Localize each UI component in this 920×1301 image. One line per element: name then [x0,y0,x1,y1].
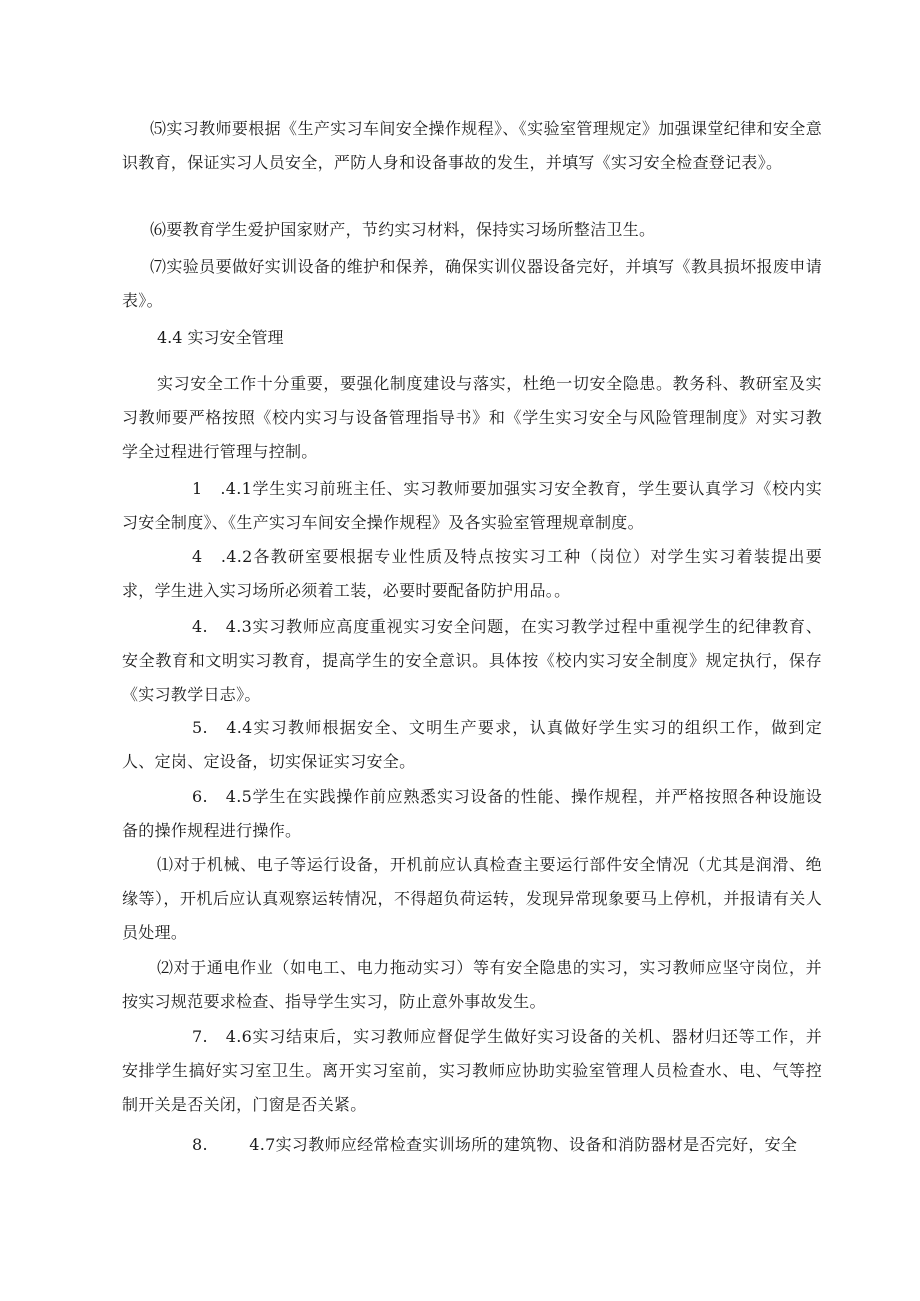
item-text: 实习教师应高度重视实习安全问题，在实习教学过程中重视学生的纪律教育、安全教育和文明实习教育，提高学生的安全意识。具体按《校内实习安全制度》规定执行，保存《实习教学日志》。 [122,617,823,704]
item-text: 各教研室要根据专业性质及特点按实习工种（岗位）对学生实习着装提出要求，学生进入实习场所必须着工装，必要时要配备防护用品。。 [122,547,822,600]
item-subnumber: 4.4 [226,718,253,737]
item-subnumber: .4.1 [220,479,253,498]
intro-paragraph: 实习安全工作十分重要，要强化制度建设与落实，杜绝一切安全隐患。教务科、教研室及实习教师要严格按照《校内实习与设备管理指导书》和《学生实习安全与风险管理制度》对实习教学全过程进行管理与控制。 [122,374,822,461]
item-subnumber: 4.6 [225,1027,253,1046]
list-item [122,540,822,608]
item-number: 1 [192,479,203,498]
item-text: 实习教师应经常检查实训场所的建筑物、设备和消防器材是否完好，安全 [275,1135,798,1154]
item-number: 8. [192,1135,208,1154]
item-text: 实习结束后，实习教师应督促学生做好实习设备的关机、器材归还等工作，并安排学生搞好实习室卫生。离开实习室前，实习教师应协助实验室管理人员检查水、电、气等控制开关是否关闭，门窗是否关紧。 [122,1027,823,1114]
item-number: 4. [192,617,208,636]
list-item [122,1128,822,1162]
item-text: 学生实习前班主任、实习教师要加强实习安全教育，学生要认真学习《校内实习安全制度》、《生产实习车间安全操作规程》及各实验室管理规章制度。 [122,479,823,532]
item-text: 实习教师根据安全、文明生产要求，认真做好学生实习的组织工作，做到定人、定岗、定设备，切实保证实习安全。 [122,718,822,771]
list-item [122,780,822,848]
item-number: 6. [192,787,208,806]
sub-item-1: ⑴对于机械、电子等运行设备，开机前应认真检查主要运行部件安全情况（尤其是润滑、绝缘等），开机后应认真观察运转情况，不得超负荷运转，发现异常现象要马上停机，并报请有关人员处理。 [122,855,822,942]
list-item [122,610,822,712]
sub-item-2: ⑵对于通电作业（如电工、电力拖动实习）等有安全隐患的实习，实习教师应坚守岗位，并按实习规范要求检查、指导学生实习，防止意外事故发生。 [122,958,822,1011]
item-subnumber: 4.3 [225,617,253,636]
item-subnumber: 4.7 [249,1135,276,1154]
item-text: 学生在实践操作前应熟悉实习设备的性能、操作规程，并严格按照各种设施设备的操作规程进行操作。 [122,787,823,840]
item-subnumber: .4.2 [220,547,253,566]
paragraph-7: ⑺实验员要做好实训设备的维护和保养，确保实训仪器设备完好，并填写《教具损坏报废申请表》。 [122,257,822,310]
item-number: 7. [192,1027,208,1046]
section-heading: 4.4 实习安全管理 [157,328,284,347]
item-subnumber: 4.5 [225,787,253,806]
list-item [122,472,822,540]
item-number: 5. [192,718,208,737]
list-item [122,711,822,779]
item-number: 4 [192,547,203,566]
paragraph-6: ⑹要教育学生爱护国家财产，节约实习材料，保持实习场所整洁卫生。 [150,220,656,239]
paragraph-5: ⑸实习教师要根据《生产实习车间安全操作规程》、《实验室管理规定》加强课堂纪律和安全意识教育，保证实习人员安全，严防人身和设备事故的发生，并填写《实习安全检查登记表》。 [122,119,822,172]
list-item [122,1020,822,1122]
